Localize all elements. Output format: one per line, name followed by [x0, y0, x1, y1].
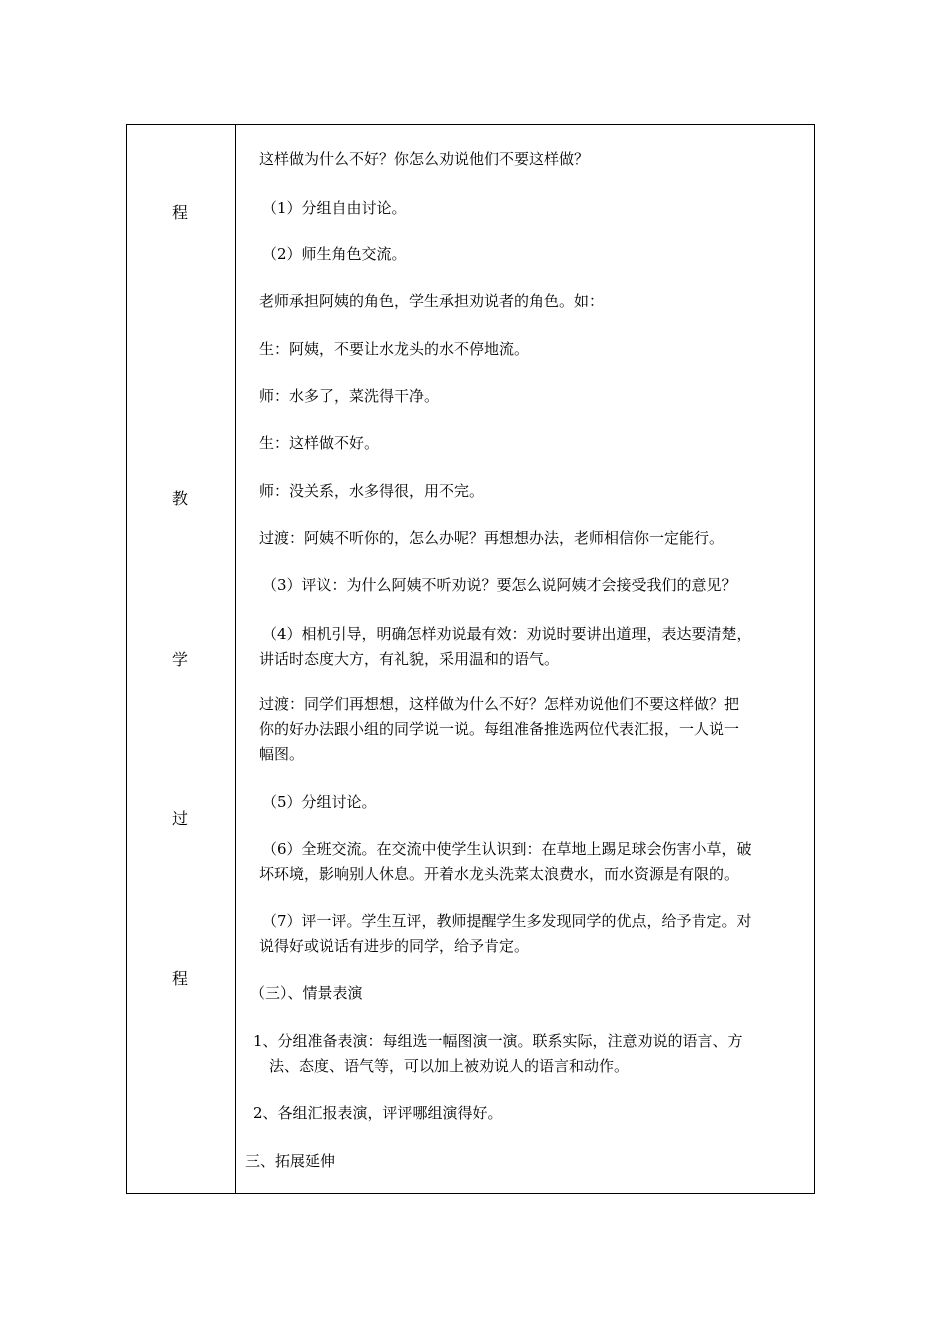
text-line: 2、各组汇报表演，评评哪组演得好。 [253, 1104, 503, 1122]
side-label: 学 [172, 650, 189, 669]
text-line: （4）相机引导，明确怎样劝说最有效：劝说时要讲出道理，表达要清楚， [262, 625, 752, 643]
text-line: （6）全班交流。在交流中使学生认识到：在草地上踢足球会伤害小草，破 [262, 840, 752, 858]
text-line: 讲话时态度大方，有礼貌，采用温和的语气。 [259, 650, 560, 668]
side-label: 程 [172, 203, 189, 222]
text-line: 这样做为什么不好？你怎么劝说他们不要这样做？ [259, 150, 590, 168]
text-line: 坏环境，影响别人休息。开着水龙头洗菜太浪费水，而水资源是有限的。 [259, 865, 740, 883]
text-line: （3）评议：为什么阿姨不听劝说？要怎么说阿姨才会接受我们的意见？ [262, 576, 737, 594]
text-line: （7）评一评。学生互评，教师提醒学生多发现同学的优点，给予肯定。对 [262, 912, 752, 930]
side-label: 教 [172, 489, 189, 508]
text-line: 1、分组准备表演：每组选一幅图演一演。联系实际，注意劝说的语言、方 [253, 1032, 743, 1050]
column-divider [235, 124, 236, 1194]
text-line: 师：水多了，菜洗得干净。 [259, 387, 440, 405]
section-heading: （三）、情景表演 [250, 984, 363, 1002]
text-line: 幅图。 [259, 745, 305, 763]
text-line: （1）分组自由讨论。 [262, 199, 407, 217]
side-label: 程 [172, 969, 189, 988]
text-line: 法、态度、语气等，可以加上被劝说人的语言和动作。 [269, 1057, 630, 1075]
text-line: 生：阿姨，不要让水龙头的水不停地流。 [259, 340, 530, 358]
text-line: 你的好办法跟小组的同学说一说。每组准备推选两位代表汇报，一人说一 [259, 720, 740, 738]
text-line: 过渡：同学们再想想，这样做为什么不好？怎样劝说他们不要这样做？把 [259, 695, 740, 713]
text-line: 师：没关系，水多得很，用不完。 [259, 482, 485, 500]
text-line: （2）师生角色交流。 [262, 245, 407, 263]
text-line: （5）分组讨论。 [262, 793, 377, 811]
text-line: 老师承担阿姨的角色，学生承担劝说者的角色。如： [259, 292, 605, 310]
text-line: 过渡：阿姨不听你的，怎么办呢？再想想办法，老师相信你一定能行。 [259, 529, 725, 547]
text-line: 说得好或说话有进步的同学，给予肯定。 [259, 937, 530, 955]
text-line: 生：这样做不好。 [259, 434, 380, 452]
side-label: 过 [172, 809, 189, 828]
section-heading: 三、拓展延伸 [245, 1152, 336, 1170]
